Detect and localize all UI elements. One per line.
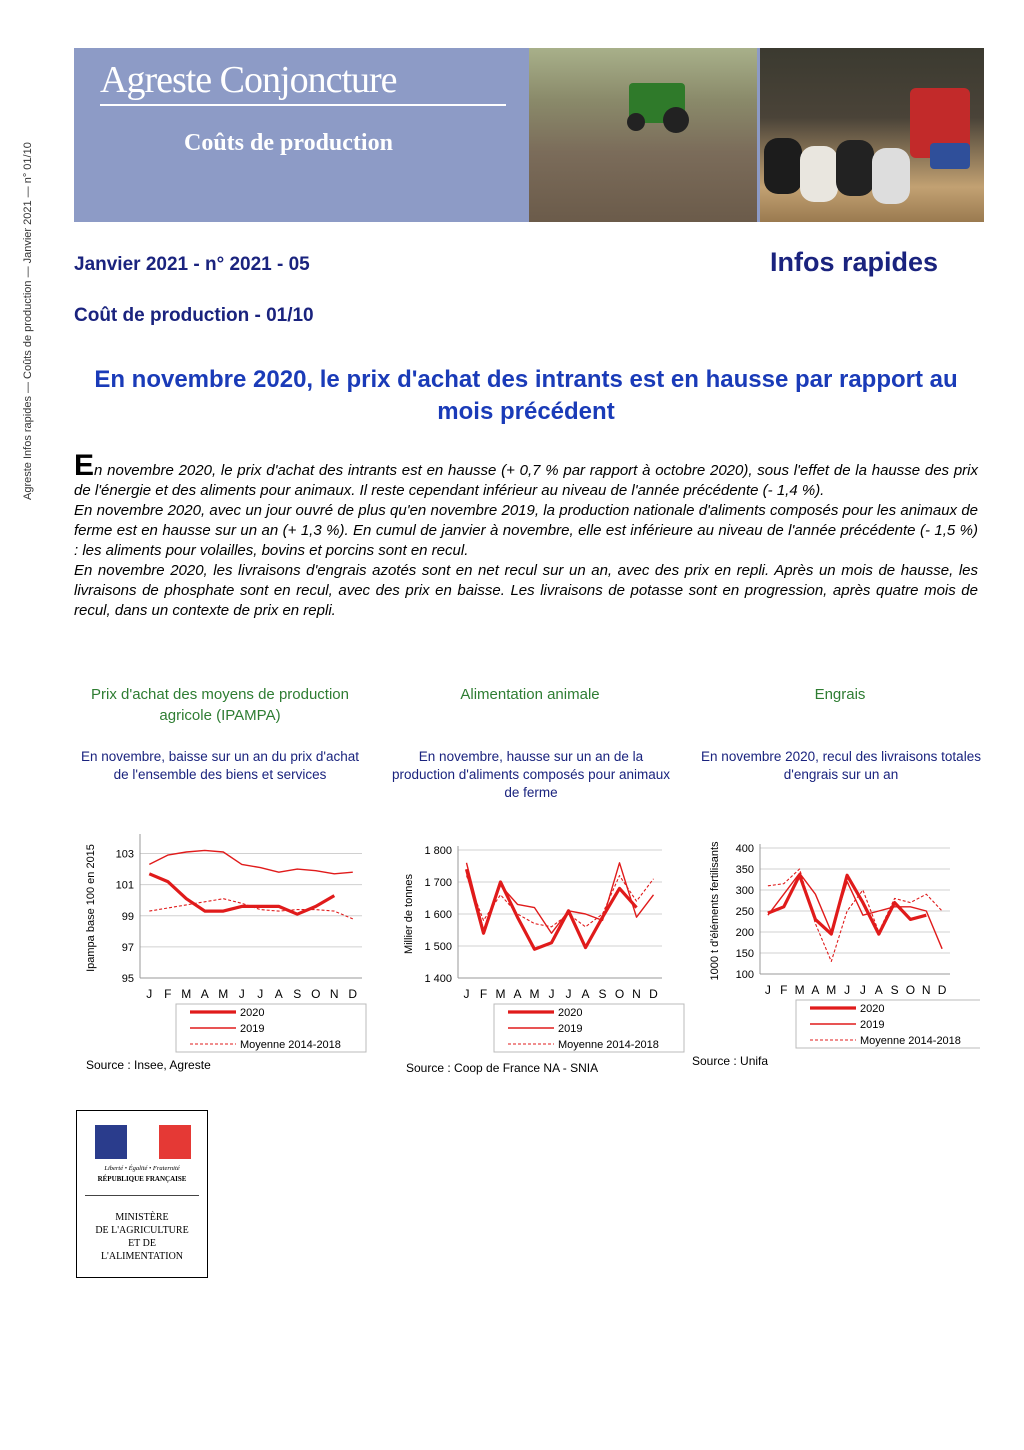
y-tick-label: 97: [121, 941, 134, 954]
republique-flag-icon: [95, 1125, 191, 1159]
tractor-photo: [529, 48, 757, 222]
y-tick-label: 1 600: [424, 909, 452, 921]
brand-logo-text: Agreste Conjoncture: [100, 59, 397, 101]
y-axis-label: Millier de tonnes: [403, 873, 415, 955]
y-tick-label: 300: [735, 885, 754, 897]
column-title-alimentation: Alimentation animale: [460, 686, 600, 703]
y-tick-label: 350: [735, 864, 754, 876]
section-label: Coût de production - 01/10: [74, 305, 314, 326]
legend-label: 2020: [558, 1007, 583, 1019]
y-tick-label: 100: [735, 969, 754, 981]
x-tick-label: F: [479, 987, 488, 1001]
x-tick-label: J: [257, 987, 264, 1001]
x-tick-label: F: [164, 987, 172, 1001]
x-tick-label: J: [463, 987, 470, 1001]
column-title-ipampa: Prix d'achat des moyens de production agricole (IPAMPA): [90, 686, 349, 724]
column-title-engrais: Engrais: [814, 686, 866, 703]
source-engrais: Source : Unifa: [692, 1054, 769, 1068]
cows-photo: [760, 48, 984, 222]
x-tick-label: M: [495, 987, 506, 1001]
x-tick-label: J: [859, 983, 866, 997]
header-banner: [74, 48, 984, 222]
paragraph-2: En novembre 2020, avec un jour ouvré de plus qu'en novembre 2019, la production nationale d'aliments composés pour les animaux de ferme est en hausse sur un an (+ 1,3 %). En cumul de janvier à novembre, elle est inférieure au niveau de l'année précédente (- 1,5 %) : les aliments pour volailles, bovins et porcins sont en recul.: [74, 502, 978, 559]
y-tick-label: 1 400: [424, 973, 452, 985]
y-tick-label: 1 700: [424, 877, 452, 889]
brand-rule: [100, 104, 506, 106]
y-tick-label: 1 500: [424, 941, 452, 953]
x-tick-label: A: [274, 987, 283, 1001]
legend-label: 2019: [240, 1023, 265, 1035]
tractor-shape: [629, 83, 685, 123]
issue-number: Janvier 2021 - n° 2021 - 05: [74, 254, 310, 275]
column-subtitle-alimentation: En novembre, hausse sur un an de la production d'aliments composés pour animaux de ferme: [392, 749, 670, 800]
x-tick-label: J: [146, 987, 153, 1001]
drop-cap: E: [74, 449, 95, 482]
series-line-2020: [149, 874, 334, 914]
x-tick-label: O: [311, 987, 321, 1001]
x-tick-label: S: [293, 987, 302, 1001]
engrais-chart: [704, 834, 980, 1058]
x-tick-label: A: [200, 987, 209, 1001]
y-tick-label: 1 800: [424, 845, 452, 857]
source-ipampa: Source : Insee, Agreste: [86, 1058, 211, 1072]
y-tick-label: 250: [735, 906, 754, 918]
x-tick-label: D: [937, 983, 947, 997]
x-tick-label: J: [565, 987, 572, 1001]
column-subtitle-engrais: En novembre 2020, recul des livraisons totales d'engrais sur un an: [701, 749, 981, 782]
x-tick-label: M: [181, 987, 192, 1001]
page-title: En novembre 2020, le prix d'achat des intrants est en hausse par rapport au mois précédent: [94, 366, 958, 425]
legend-label: 2019: [860, 1019, 885, 1031]
x-tick-label: N: [329, 987, 339, 1001]
x-tick-label: M: [794, 983, 805, 997]
legend-label: Moyenne 2014-2018: [240, 1039, 341, 1051]
y-tick-label: 400: [735, 843, 754, 855]
x-tick-label: A: [811, 983, 820, 997]
x-tick-label: A: [874, 983, 883, 997]
series-label: Infos rapides: [770, 247, 939, 277]
source-alimentation: Source : Coop de France NA - SNIA: [406, 1061, 599, 1075]
x-tick-label: F: [780, 983, 788, 997]
x-tick-label: N: [921, 983, 931, 997]
ministry-logo: Liberté • Égalité • Fraternité RÉPUBLIQUE FRANÇAISE MINISTÈRE DE L'AGRICULTURE ET DE L'ALIMENTATION: [76, 1110, 208, 1278]
paragraph-3: En novembre 2020, les livraisons d'engrais azotés sont en net recul sur un an, avec des prix en repli. Après un mois de hausse, les livraisons de phosphate sont en recul, avec des prix en baisse. Les livraisons de potasse sont en progression, après quatre mois de recul, dans un contexte de prix en repli.: [74, 562, 978, 619]
x-tick-label: A: [581, 987, 590, 1001]
x-tick-label: J: [238, 987, 245, 1001]
alimentation-chart: [398, 834, 688, 1062]
x-tick-label: S: [890, 983, 899, 997]
x-tick-label: M: [826, 983, 837, 997]
y-tick-label: 200: [735, 927, 754, 939]
legend-label: Moyenne 2014-2018: [558, 1039, 659, 1051]
y-tick-label: 95: [121, 973, 134, 985]
y-axis-label: Ipampa base 100 en 2015: [85, 844, 97, 972]
x-tick-label: O: [614, 987, 625, 1001]
x-tick-label: N: [632, 987, 641, 1001]
x-tick-label: M: [218, 987, 229, 1001]
y-axis-label: 1000 t d'éléments fertilisants: [709, 841, 721, 981]
x-tick-label: S: [598, 987, 607, 1001]
x-tick-label: J: [764, 983, 771, 997]
y-tick-label: 103: [115, 848, 134, 861]
x-tick-label: A: [513, 987, 522, 1001]
x-tick-label: D: [348, 987, 358, 1001]
x-tick-label: O: [905, 983, 916, 997]
side-note: Agreste Infos rapides — Coûts de production — Janvier 2021 — n° 01/10: [22, 142, 34, 500]
legend-label: Moyenne 2014-2018: [860, 1035, 961, 1047]
paragraph-1-text: n novembre 2020, le prix d'achat des intrants est en hausse (+ 0,7 % par rapport à octobre 2020), sous l'effet de la hausse des prix de l'énergie et des aliments pour animaux. Il reste cependant inférieur au niveau de l'année précédente (- 1,4 %).: [74, 462, 978, 499]
x-tick-label: J: [548, 987, 555, 1001]
y-tick-label: 101: [115, 879, 134, 892]
y-tick-label: 150: [735, 948, 754, 960]
column-subtitle-ipampa: En novembre, baisse sur un an du prix d'achat de l'ensemble des biens et services: [81, 749, 359, 782]
legend-label: 2020: [240, 1007, 265, 1019]
y-tick-label: 99: [121, 910, 134, 923]
x-tick-label: M: [529, 987, 540, 1001]
x-tick-label: J: [844, 983, 851, 997]
paragraph-1: [74, 449, 978, 501]
ipampa-chart: [80, 820, 380, 1060]
legend-label: 2020: [860, 1003, 885, 1015]
x-tick-label: D: [649, 987, 658, 1001]
body-text: [74, 449, 978, 621]
legend-label: 2019: [558, 1023, 583, 1035]
brand-subtitle: Coûts de production: [184, 130, 393, 156]
